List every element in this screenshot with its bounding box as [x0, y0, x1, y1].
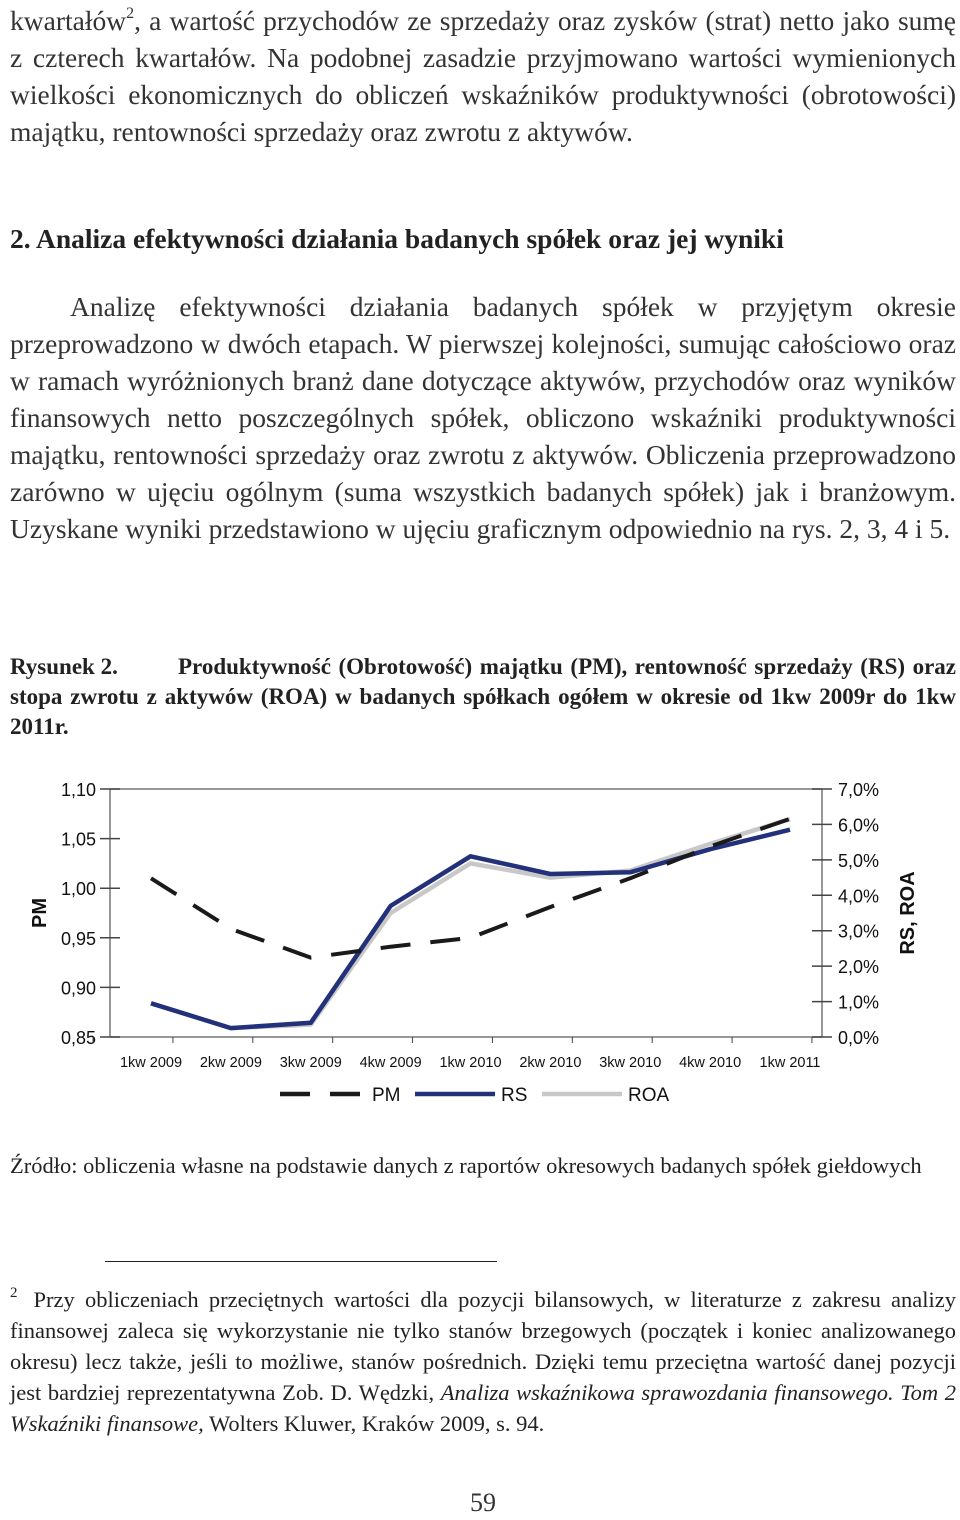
- x-axis-ticks: [93, 1037, 820, 1071]
- paragraph-intro: kwartałów$^2$, a wartość przychodów ze sprzedaży oraz zysków (strat) netto jako sumę z czterech kwartałów. Na podobnej zasadzie przyjmowano wartości wymienionych wielkości ekonomicznych do obliczeń wskaźników produktywności (obrotowości) majątku, rentowności sprzedaży oraz zwrotu z aktywów.: [10, 5, 956, 147]
- left-axis-tick-label: 0,95: [60, 928, 96, 949]
- x-axis-tick-label: 1kw 2009: [119, 1055, 183, 1071]
- x-axis-tick-label: 3kw 2010: [599, 1055, 662, 1071]
- figure-source: Źródło: obliczenia własne na podstawie danych z raportów okresowych badanych spółek giełdowych: [10, 1153, 922, 1178]
- line-chart: [10, 755, 956, 1125]
- left-axis-tick-label: 1,05: [60, 829, 96, 850]
- left-axis-tick-label: 0,90: [60, 978, 96, 999]
- left-axis-tick-label: 0,85: [60, 1028, 96, 1048]
- right-axis-tick-label: 1,0%: [838, 992, 880, 1013]
- series-line-pm: [151, 819, 790, 958]
- footnote: [10, 1278, 956, 1439]
- right-axis-tick-label: 2,0%: [838, 957, 880, 978]
- paragraph-analysis: Analizę efektywności działania badanych spółek w przyjętym okresie przeprowadzono w dwóch etapach. W pierwszej kolejności, sumując całościowo oraz w ramach wyróżnionych branż dane dotyczące aktywów, przychodów oraz wyników finansowych netto poszczególnych spółek, obliczono wskaźniki produktywności majątku, rentowności sprzedaży oraz zwrotu z aktywów. Obliczenia przeprowadzono zarówno w ujęciu ogólnym (suma wszystkich badanych spółek) jak i branżowym. Uzyskane wyniki przedstawiono w ujęciu graficznym odpowiednio na rys. 2, 3, 4 i 5.: [10, 291, 956, 544]
- x-axis-tick-label: 2kw 2010: [519, 1055, 582, 1071]
- footnote-ref[interactable]: 2: [126, 5, 135, 22]
- footnote-text: Przy obliczeniach przeciętnych wartości dla pozycji bilansowych, w literaturze z zakresu analizy finansowej zaleca się wykorzystanie nie tylko stanów brzegowych (początek i koniec analizowanego okresu) lecz także, jeśli to możliwe, stanów pośrednich. Dzięki temu przeciętna wartość danej pozycji jest bardziej reprezentatywna Zob. D. Wędzki,: [10, 1287, 956, 1405]
- section-heading: 2. Analiza efektywności działania badanych spółek oraz jej wyniki: [10, 223, 784, 254]
- figure-label: Rysunek 2.: [10, 654, 118, 679]
- figure-title: Produktywność (Obrotowość) majątku (PM), rentowność sprzedaży (RS) oraz stopa zwrotu z aktywów (ROA) w badanych spółkach ogółem w okresie od 1kw 2009r do 1kw 2011r.: [10, 654, 956, 739]
- footnote-citation-title: Analiza wskaźnikowa sprawozdania finansowego. Tom 2 Wskaźniki finansowe,: [10, 1380, 956, 1436]
- right-axis-tick-label: 0,0%: [838, 1028, 880, 1048]
- right-axis-tick-label: 7,0%: [838, 780, 880, 800]
- series-line-rs: [151, 830, 790, 1028]
- footnote-separator: [105, 1261, 497, 1262]
- footnote-mark: 2: [10, 1285, 18, 1301]
- x-axis-tick-label: 2kw 2009: [199, 1055, 262, 1071]
- right-axis-tick-label: 5,0%: [838, 850, 880, 871]
- x-axis-tick-label: 4kw 2010: [679, 1055, 742, 1071]
- series-line-roa: [151, 819, 790, 1028]
- figure-chart: [10, 755, 956, 1125]
- left-axis-ticks: [61, 780, 120, 1048]
- right-axis-tick-label: 6,0%: [838, 815, 880, 836]
- x-axis-tick-label: 1kw 2010: [439, 1055, 502, 1071]
- left-axis-title: PM: [29, 898, 51, 928]
- page-number: 59: [470, 1488, 496, 1517]
- legend-label-pm: PM: [372, 1085, 401, 1106]
- series-lines: [151, 819, 790, 1028]
- right-axis-title: RS, ROA: [897, 871, 919, 955]
- x-axis-tick-label: 1kw 2011: [759, 1055, 821, 1071]
- figure-caption: [10, 652, 956, 742]
- chart-legend: [280, 1085, 670, 1106]
- x-axis-tick-label: 3kw 2009: [279, 1055, 342, 1071]
- right-axis-tick-label: 3,0%: [838, 921, 880, 942]
- legend-label-rs: RS: [501, 1085, 528, 1106]
- left-axis-tick-label: 1,10: [60, 780, 96, 800]
- right-axis-tick-label: 4,0%: [838, 886, 880, 907]
- x-axis-tick-label: 4kw 2009: [359, 1055, 422, 1071]
- left-axis-tick-label: 1,00: [60, 879, 96, 900]
- footnote-citation-tail: Wolters Kluwer, Kraków 2009, s. 94.: [208, 1411, 545, 1436]
- legend-label-roa: ROA: [628, 1085, 670, 1106]
